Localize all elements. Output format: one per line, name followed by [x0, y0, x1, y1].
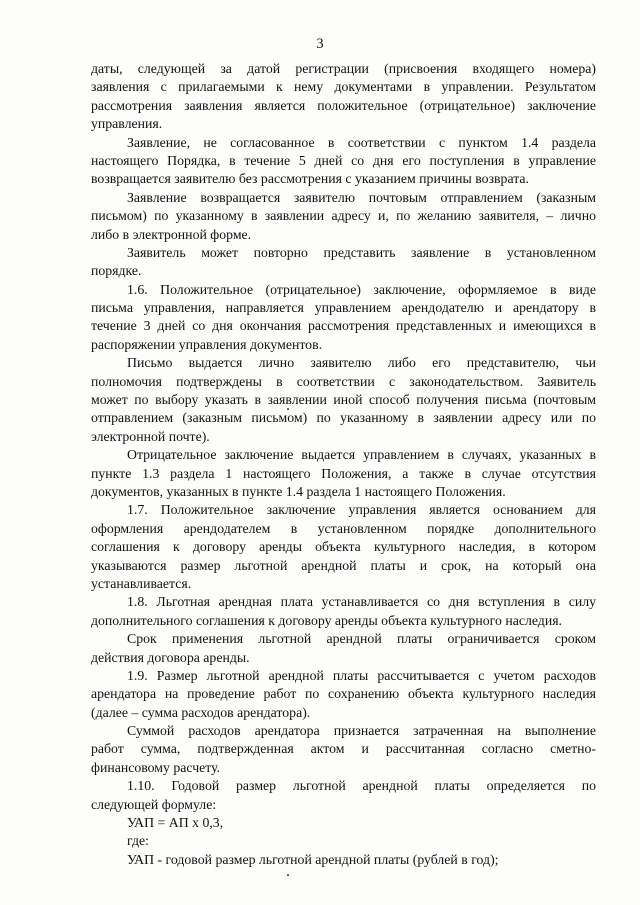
text-line: где: — [127, 833, 149, 849]
text-line: возвращается заявителю без рассмотрения с указанием причины возврата. — [91, 171, 529, 187]
text-line: 1.7. Положительное заключение управления является основанием для — [127, 502, 596, 518]
text-line: письмом) по указанному в заявлении адресу и, по желанию заявителя, – лично — [91, 208, 596, 224]
text-line: Срок применения льготной арендной платы ограничивается сроком — [127, 631, 596, 647]
text-line: 1.9. Размер льготной арендной платы рассчитывается с учетом расходов — [127, 667, 596, 683]
body-text — [91, 60, 596, 869]
text-line: действия договора аренды. — [91, 649, 250, 665]
text-line: пункте 1.3 раздела 1 настоящего Положения, а также в случае отсутствия — [91, 465, 596, 481]
text-line: арендатора на проведение работ по сохранению объекта культурного наследия — [91, 686, 596, 702]
text-line: дополнительного соглашения к договору аренды объекта культурного наследия. — [91, 612, 562, 628]
text-line: полномочия подтверждены в соответствии с законодательством. Заявитель — [91, 373, 596, 389]
text-line: устанавливается. — [91, 575, 192, 591]
text-line: 1.10. Годовой размер льготной арендной платы определяется по — [127, 778, 596, 794]
text-line: следующей формуле: — [91, 796, 217, 812]
text-line: порядке. — [91, 263, 142, 279]
text-line: либо в электронной форме. — [91, 226, 252, 242]
text-line: управления. — [91, 116, 163, 132]
text-line: УАП = АП х 0,3, — [127, 815, 224, 831]
text-line: УАП - годовой размер льготной арендной платы (рублей в год); — [127, 851, 499, 867]
text-line: Заявление возвращается заявителю почтовым отправлением (заказным — [127, 189, 596, 205]
text-line: Заявление, не согласованное в соответствии с пунктом 1.4 раздела — [127, 134, 596, 150]
text-line: документов, указанных в пункте 1.4 раздела 1 настоящего Положения. — [91, 483, 506, 499]
text-line: Суммой расходов арендатора признается затраченная на выполнение — [127, 723, 596, 739]
text-line: финансовому расчету. — [91, 759, 221, 775]
text-line: Отрицательное заключение выдается управлением в случаях, указанных в — [127, 447, 596, 463]
page-number: 3 — [316, 36, 324, 52]
text-line: даты, следующей за датой регистрации (присвоения входящего номера) — [91, 61, 596, 76]
text-line: соглашения к договору аренды объекта культурного наследия, в котором — [91, 539, 596, 555]
text-line: 1.6. Положительное (отрицательное) заключение, оформляемое в виде — [127, 281, 596, 297]
text-line: работ сумма, подтвержденная актом и рассчитанная согласно сметно- — [91, 741, 596, 757]
text-line: распоряжении управления документов. — [91, 336, 323, 352]
text-line: заявления с прилагаемыми к нему документами в управлении. Результатом — [91, 79, 596, 95]
scan-speck — [287, 408, 289, 410]
text-line: может по выбору указать в заявлении иной способ получения письма (почтовым — [91, 392, 596, 408]
scan-speck — [287, 874, 289, 876]
text-line: 1.8. Льготная арендная плата устанавливается со дня вступления в силу — [127, 594, 596, 610]
text-line: отправлением (заказным письмом) по указанному в заявлении адресу или по — [91, 410, 596, 426]
text-line: рассмотрения заявления является положительное (отрицательное) заключение — [91, 97, 596, 113]
text-line: Заявитель может повторно представить заявление в установленном — [127, 244, 596, 260]
text-line: (далее – сумма расходов арендатора). — [91, 704, 311, 720]
text-line: письма управления, направляется управлением арендодателю и арендатору в — [91, 300, 596, 316]
text-line: оформления арендодателем в установленном порядке дополнительного — [91, 520, 596, 536]
text-line: электронной почте). — [91, 428, 210, 444]
text-line: течение 3 дней со дня окончания рассмотрения представленных и имеющихся в — [91, 318, 596, 334]
text-line: настоящего Порядка, в течение 5 дней со дня его поступления в управление — [91, 152, 596, 168]
text-line: Письмо выдается лично заявителю либо его представителю, чьи — [127, 355, 596, 371]
text-line: указываются размер льготной арендной платы и срок, на который она — [91, 557, 596, 573]
